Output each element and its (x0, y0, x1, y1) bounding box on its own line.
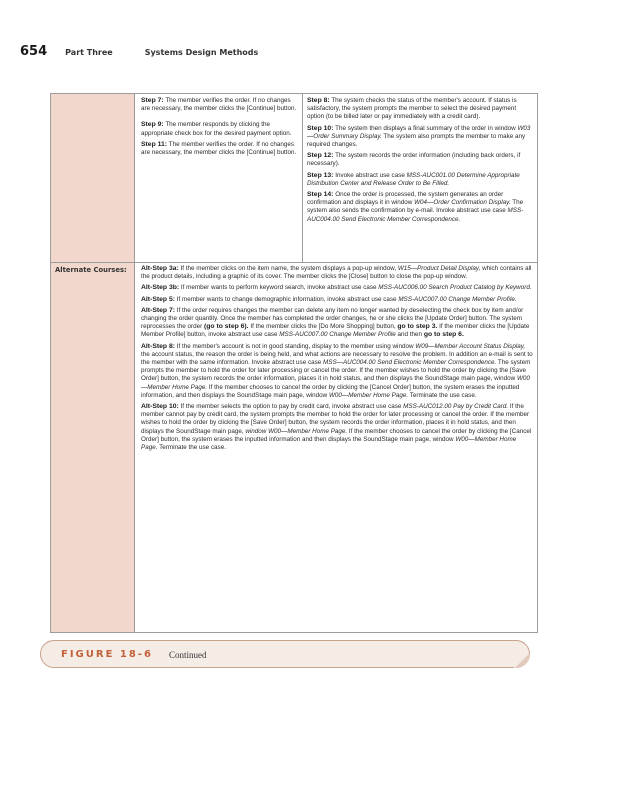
step-11: Step 11: The member verifies the order. If no changes are necessary, the member clicks the [Continue] button. (141, 140, 297, 157)
alt-step-8: Alt-Step 8: If the member's account is not in good standing, display to the member using window W09—Member Account Status Display, the account status, the reason the order is being held, and what actions are necessary to resolve the problem. In addition an e-mail is sent to the member with the same information. Invoke abstract use case MSS—AUC004.00 Send Electronic Member Correspondence. The system prompts the member to hold the order for later processing or cancel the order. If the member wishes to hold the order by clicking the [Save Order] button, the system records the order information, places it in hold status, and then displays the SoundStage main page, window W00—Member Home Page. If the member chooses to cancel the order by clicking the [Cancel Order] button, the system erases the inputted information, and then displays the SoundStage main page, window W00—Member Home Page. Terminate the use case. (141, 342, 533, 399)
step-8: Step 8: The system checks the status of the member's account. If status is satisfactory, the system prompts the member to select the desired payment option (to be billed later or pay immediately with a credit card). (307, 97, 517, 121)
step-9: Step 9: The member responds by clicking the appropriate check box for the desired payment option. (141, 121, 292, 137)
step-10: Step 10: The system then displays a final summary of the order in window W03—Order Summary Display. The system also prompts the member to make any required changes. (307, 124, 531, 149)
step-7: Step 7: The member verifies the order. If no changes are necessary, the member clicks the [Continue] button. (141, 97, 297, 113)
step-13: Step 13: Invoke abstract use case MSS-AUC001.00 Determine Appropriate Distribution Center and Release Order to Be Filled. (307, 171, 520, 187)
alt-step-3a: Alt-Step 3a: If the member clicks on the item name, the system displays a pop-up window, W15—Product Detail Display, which contains all the product details, including a graphic of its cover. The member clicks the [Close] button to close the pop-up window. (141, 265, 532, 281)
figure-number: FIGURE 18-6 (61, 649, 153, 660)
actor-steps (141, 97, 297, 160)
row-divider (51, 262, 537, 263)
system-steps (307, 97, 533, 227)
part-label: Part Three (65, 48, 113, 57)
use-case-table (50, 93, 538, 633)
step-12: Step 12: The system records the order information (including back orders, if necessary). (307, 152, 521, 168)
column-divider (302, 94, 303, 262)
section-title: Systems Design Methods (144, 48, 259, 57)
alt-step-5: Alt-Step 5: If member wants to change demographic information, invoke abstract use case MSS-AUC007.00 Change Member Profile. (141, 295, 517, 303)
page-number: 654 (20, 44, 48, 59)
page-curl-decoration (514, 654, 530, 668)
step-14: Step 14: Once the order is processed, the system generates an order confirmation and displays it in window W04—Order Confirmation Display. The system also sends the confirmation by e-mail. Invoke abstract use case MSS-AUC004.00 Send Electronic Member Correspondence. (307, 191, 524, 223)
page-header (20, 44, 258, 59)
alt-step-7: Alt-Step 7: If the order requires changes the member can delete any item no longer wanted by deselecting the check box by item and/or changing the order quantity. Once the member has completed the order changes, he or she clicks the [Update Order] button. The system reprocesses the order (go to step 6). If the member clicks the [Do More Shopping] button, go to step 3. If the member clicks the [Update Member Profile] button, invoke abstract use case MSS-AUC007.00 Change Member Profile and then go to step 6. (141, 306, 530, 339)
figure-caption (40, 640, 530, 668)
alternate-courses-label: Alternate Courses: (55, 266, 127, 274)
row-label-column (51, 94, 135, 632)
figure-continued: Continued (169, 650, 207, 660)
alt-step-3b: Alt-Step 3b: If member wants to perform keyword search, invoke abstract use case MSS-AUC006.00 Search Product Catalog by Keyword. (141, 284, 532, 292)
alt-step-10: Alt-Step 10: If the member selects the option to pay by credit card, invoke abstract use case MSS-AUC012.00 Pay by Credit Card. If the member cannot pay by credit card, the system prompts the member to hold the order for later processing or cancel the order. If the member wishes to hold the order by clicking the [Save Order] button, the system records the order information, places it in hold status, and then displays the SoundStage main page, window W00—Member Home Page. If the member chooses to cancel the order by clicking the [Cancel Order] button, the system erases the inputted information and then displays the SoundStage main page, window W00—Member Home Page. Terminate the use case. (141, 403, 532, 452)
alternate-courses (141, 265, 533, 455)
